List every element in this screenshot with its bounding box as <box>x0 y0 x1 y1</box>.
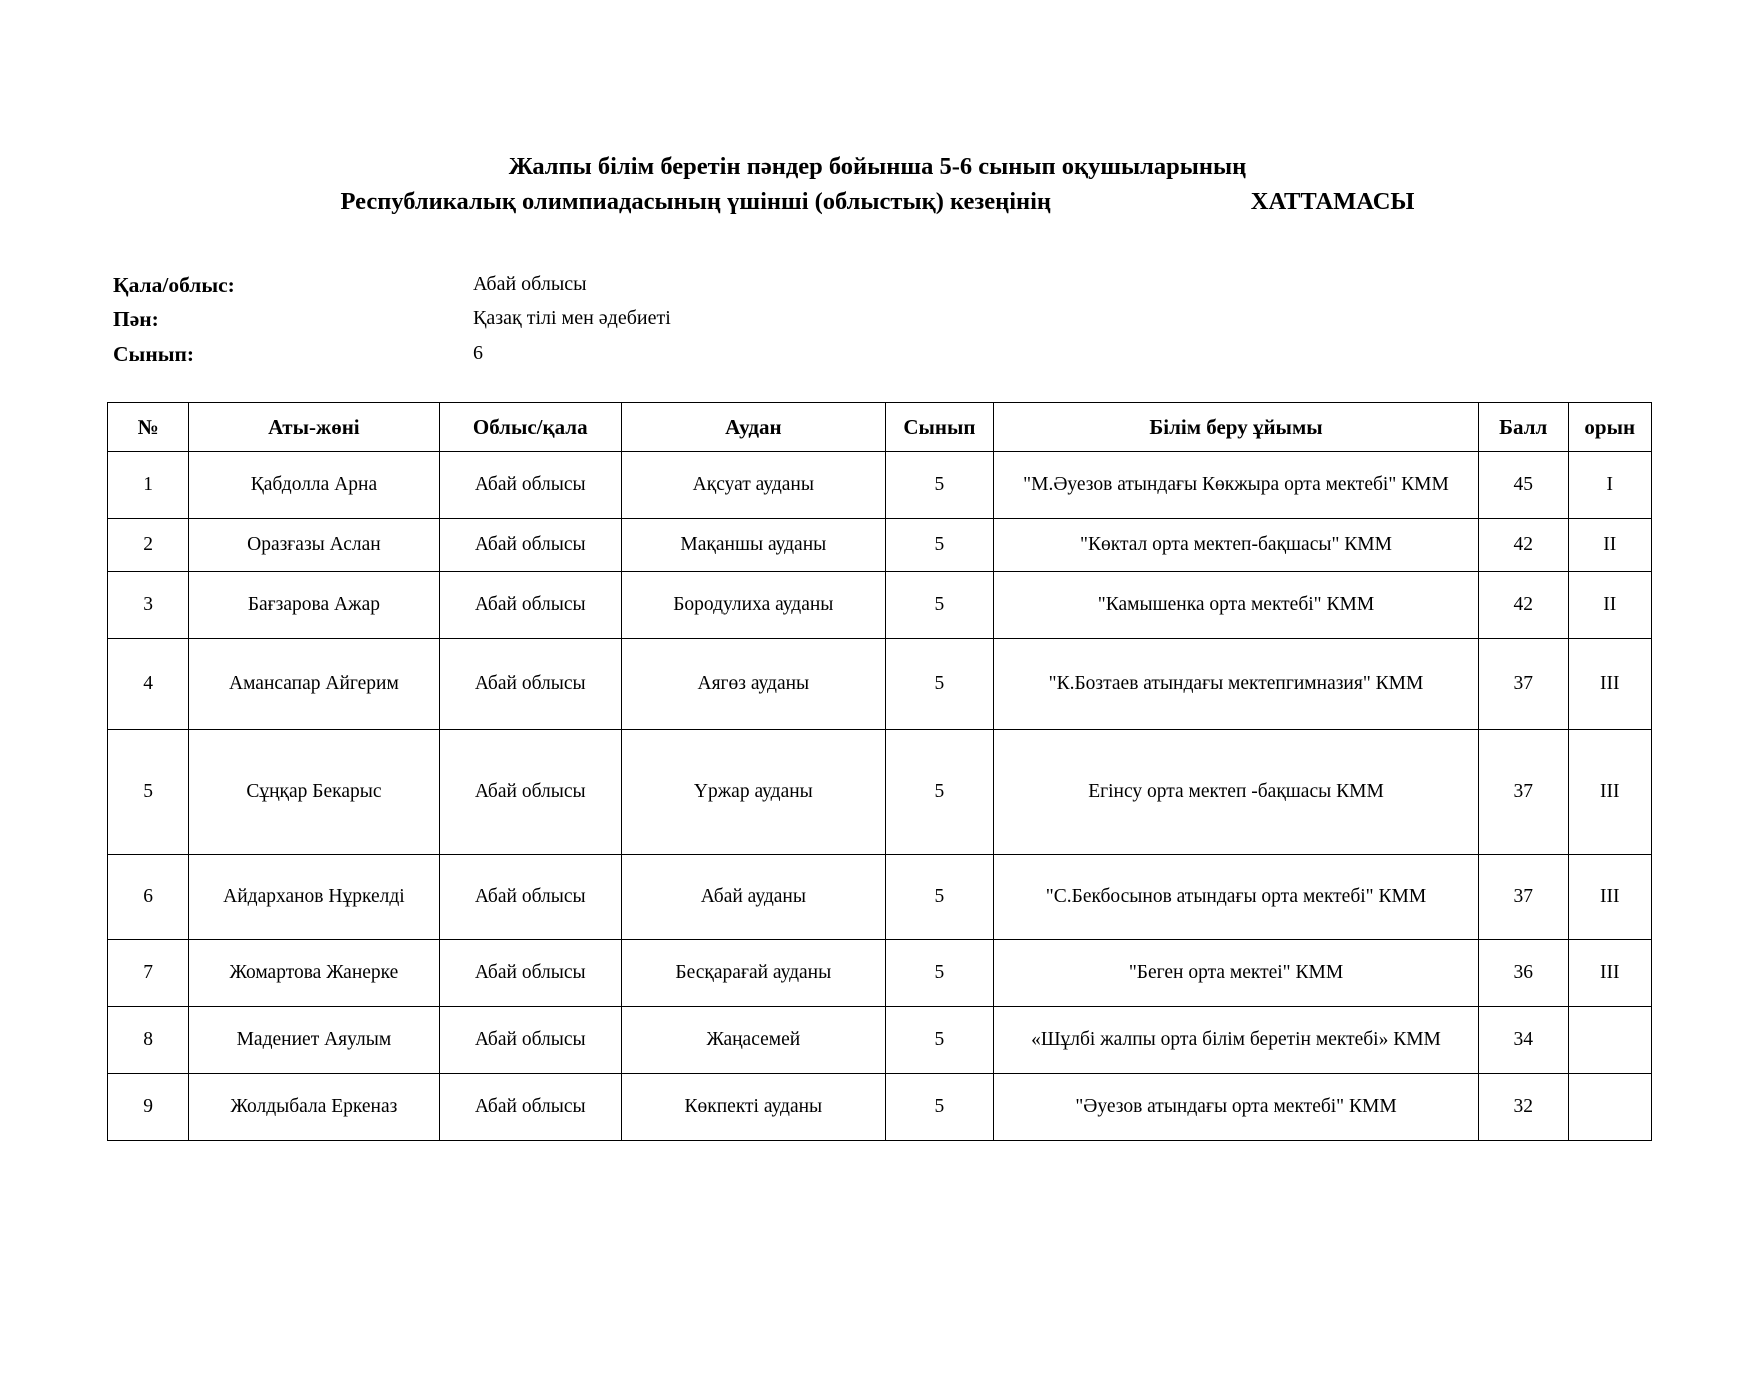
title-line-2 <box>223 185 1533 220</box>
cell-num: 9 <box>108 1074 189 1141</box>
cell-region: Абай облысы <box>439 1007 621 1074</box>
cell-place: III <box>1568 639 1651 730</box>
header-org: Білім беру ұйымы <box>994 403 1479 452</box>
cell-org: "К.Бозтаев атындағы мектепгимназия" КММ <box>994 639 1479 730</box>
cell-score: 42 <box>1478 572 1568 639</box>
cell-district: Жаңасемей <box>621 1007 885 1074</box>
cell-name: Сұңқар Бекарыс <box>189 730 439 855</box>
meta-value-class: 6 <box>473 342 483 365</box>
cell-score: 42 <box>1478 519 1568 572</box>
meta-row-class <box>113 337 1755 372</box>
cell-name: Айдарханов Нұркелді <box>189 855 439 940</box>
cell-num: 2 <box>108 519 189 572</box>
cell-district: Бесқарағай ауданы <box>621 940 885 1007</box>
meta-block <box>113 268 1755 372</box>
cell-place: II <box>1568 572 1651 639</box>
table-row <box>108 940 1652 1007</box>
cell-place <box>1568 1074 1651 1141</box>
cell-score: 34 <box>1478 1007 1568 1074</box>
cell-district: Үржар ауданы <box>621 730 885 855</box>
cell-class: 5 <box>885 572 993 639</box>
cell-place: II <box>1568 519 1651 572</box>
cell-num: 6 <box>108 855 189 940</box>
cell-org: Егінсу орта мектеп -бақшасы КММ <box>994 730 1479 855</box>
cell-region: Абай облысы <box>439 1074 621 1141</box>
results-table <box>107 402 1652 1141</box>
cell-score: 36 <box>1478 940 1568 1007</box>
header-score: Балл <box>1478 403 1568 452</box>
cell-place: I <box>1568 452 1651 519</box>
cell-name: Жомартова Жанерке <box>189 940 439 1007</box>
cell-region: Абай облысы <box>439 572 621 639</box>
cell-district: Абай ауданы <box>621 855 885 940</box>
cell-district: Бородулиха ауданы <box>621 572 885 639</box>
table-row <box>108 452 1652 519</box>
cell-district: Көкпекті ауданы <box>621 1074 885 1141</box>
title-line-2-text: Республикалық олимпиадасының үшінші (облыстық) кезеңінің <box>340 187 1052 215</box>
cell-region: Абай облысы <box>439 855 621 940</box>
header-name: Аты-жөні <box>189 403 439 452</box>
cell-num: 7 <box>108 940 189 1007</box>
cell-score: 37 <box>1478 855 1568 940</box>
cell-name: Амансапар Айгерим <box>189 639 439 730</box>
cell-district: Ақсуат ауданы <box>621 452 885 519</box>
cell-name: Мадениет Аяулым <box>189 1007 439 1074</box>
cell-class: 5 <box>885 452 993 519</box>
cell-region: Абай облысы <box>439 519 621 572</box>
cell-name: Қабдолла Арна <box>189 452 439 519</box>
cell-class: 5 <box>885 1074 993 1141</box>
cell-region: Абай облысы <box>439 730 621 855</box>
cell-class: 5 <box>885 730 993 855</box>
header-class: Сынып <box>885 403 993 452</box>
cell-district: Мақаншы ауданы <box>621 519 885 572</box>
cell-org: "Беген орта мектеі" КММ <box>994 940 1479 1007</box>
cell-score: 45 <box>1478 452 1568 519</box>
cell-region: Абай облысы <box>439 452 621 519</box>
cell-district: Аягөз ауданы <box>621 639 885 730</box>
table-row <box>108 730 1652 855</box>
cell-num: 1 <box>108 452 189 519</box>
cell-score: 37 <box>1478 730 1568 855</box>
cell-num: 3 <box>108 572 189 639</box>
title-line-1: Жалпы білім беретін пәндер бойынша 5-6 сынып оқушыларының <box>508 153 1247 180</box>
meta-value-subject: Қазақ тілі мен әдебиеті <box>473 307 671 330</box>
meta-label-subject: Пән: <box>113 307 159 332</box>
cell-org: «Шұлбі жалпы орта білім беретін мектебі» КММ <box>994 1007 1479 1074</box>
cell-score: 37 <box>1478 639 1568 730</box>
cell-name: Бағзарова Ажар <box>189 572 439 639</box>
cell-place: III <box>1568 940 1651 1007</box>
cell-class: 5 <box>885 940 993 1007</box>
cell-org: "С.Бекбосынов атындағы орта мектебі" КММ <box>994 855 1479 940</box>
table-row <box>108 855 1652 940</box>
title-hattamasy: ХАТТАМАСЫ <box>1250 187 1415 215</box>
cell-class: 5 <box>885 1007 993 1074</box>
header-district: Аудан <box>621 403 885 452</box>
cell-place <box>1568 1007 1651 1074</box>
table-row <box>108 519 1652 572</box>
table-row <box>108 639 1652 730</box>
table-header-row <box>108 403 1652 452</box>
meta-value-city: Абай облысы <box>473 272 587 295</box>
cell-score: 32 <box>1478 1074 1568 1141</box>
cell-region: Абай облысы <box>439 940 621 1007</box>
header-region: Облыс/қала <box>439 403 621 452</box>
cell-num: 5 <box>108 730 189 855</box>
table-row <box>108 572 1652 639</box>
cell-org: "М.Әуезов атындағы Көкжыра орта мектебі" КММ <box>994 452 1479 519</box>
cell-class: 5 <box>885 639 993 730</box>
cell-org: "Камышенка орта мектебі" КММ <box>994 572 1479 639</box>
cell-place: III <box>1568 855 1651 940</box>
cell-name: Оразғазы Аслан <box>189 519 439 572</box>
cell-name: Жолдыбала Еркеназ <box>189 1074 439 1141</box>
cell-org: "Әуезов атындағы орта мектебі" КММ <box>994 1074 1479 1141</box>
document-page <box>0 150 1755 1391</box>
cell-class: 5 <box>885 519 993 572</box>
table-row <box>108 1074 1652 1141</box>
meta-row-city <box>113 268 1755 303</box>
cell-region: Абай облысы <box>439 639 621 730</box>
cell-num: 4 <box>108 639 189 730</box>
cell-num: 8 <box>108 1007 189 1074</box>
meta-label-city: Қала/облыс: <box>113 272 235 297</box>
meta-row-subject <box>113 302 1755 337</box>
cell-place: III <box>1568 730 1651 855</box>
cell-class: 5 <box>885 855 993 940</box>
table-row <box>108 1007 1652 1074</box>
header-num: № <box>108 403 189 452</box>
meta-label-class: Сынып: <box>113 342 195 367</box>
cell-org: "Көктал орта мектеп-бақшасы" КММ <box>994 519 1479 572</box>
header-place: орын <box>1568 403 1651 452</box>
document-title <box>0 150 1755 220</box>
